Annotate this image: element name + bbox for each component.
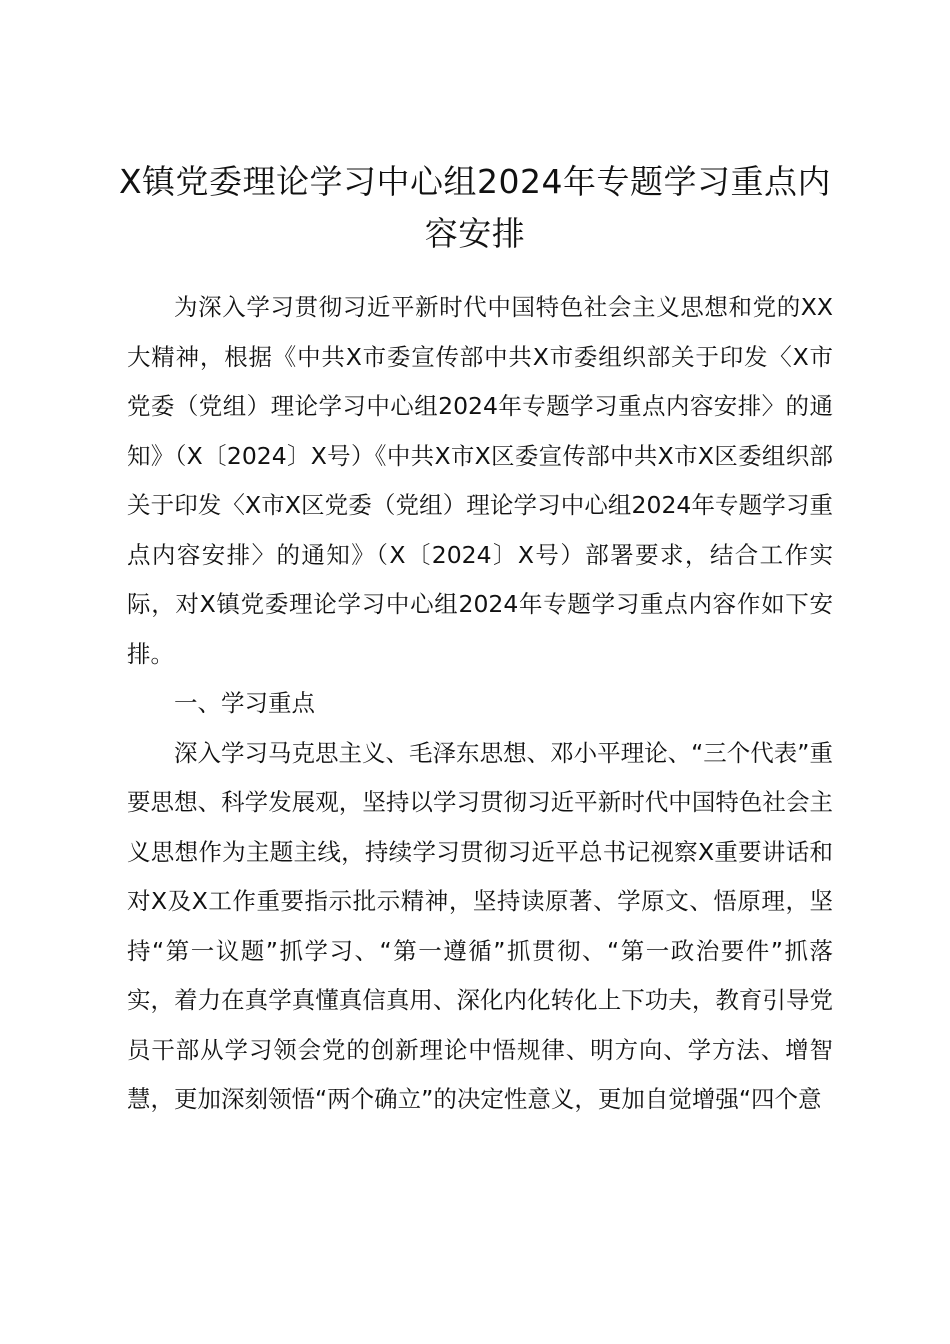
intro-paragraph: 为深入学习贯彻习近平新时代中国特色社会主义思想和党的XX大精神，根据《中共X市委宣传部中共X市委组织部关于印发〈X市党委（党组）理论学习中心组2024年专题学习重点内容安排〉的通知》（X〔2024〕X号）《中共X市X区委宣传部中共X市X区委组织部关于印发〈X市X区党委（党组）理论学习中心组2024年专题学习重点内容安排〉的通知》（X〔2024〕X号）部署要求，结合工作实际，对X镇党委理论学习中心组2024年专题学习重点内容作如下安排。 [127,293,833,668]
section-heading: 一、学习重点 [174,689,315,717]
document-title: X镇党委理论学习中心组2024年专题学习重点内容安排 [118,162,832,253]
document-body [127,283,833,1125]
body-paragraph: 深入学习马克思主义、毛泽东思想、邓小平理论、“三个代表”重要思想、科学发展观，坚持以学习贯彻习近平新时代中国特色社会主义思想作为主题主线，持续学习贯彻习近平总书记视察X重要讲话和对X及X工作重要指示批示精神，坚持读原著、学原文、悟原理，坚持“第一议题”抓学习、“第一遵循”抓贯彻、“第一政治要件”抓落实，着力在真学真懂真信真用、深化内化转化上下功夫，教育引导党员干部从学习领会党的创新理论中悟规律、明方向、学方法、增智慧，更加深刻领悟“两个确立”的决定性意义，更加自觉增强“四个意 [127,738,833,1113]
